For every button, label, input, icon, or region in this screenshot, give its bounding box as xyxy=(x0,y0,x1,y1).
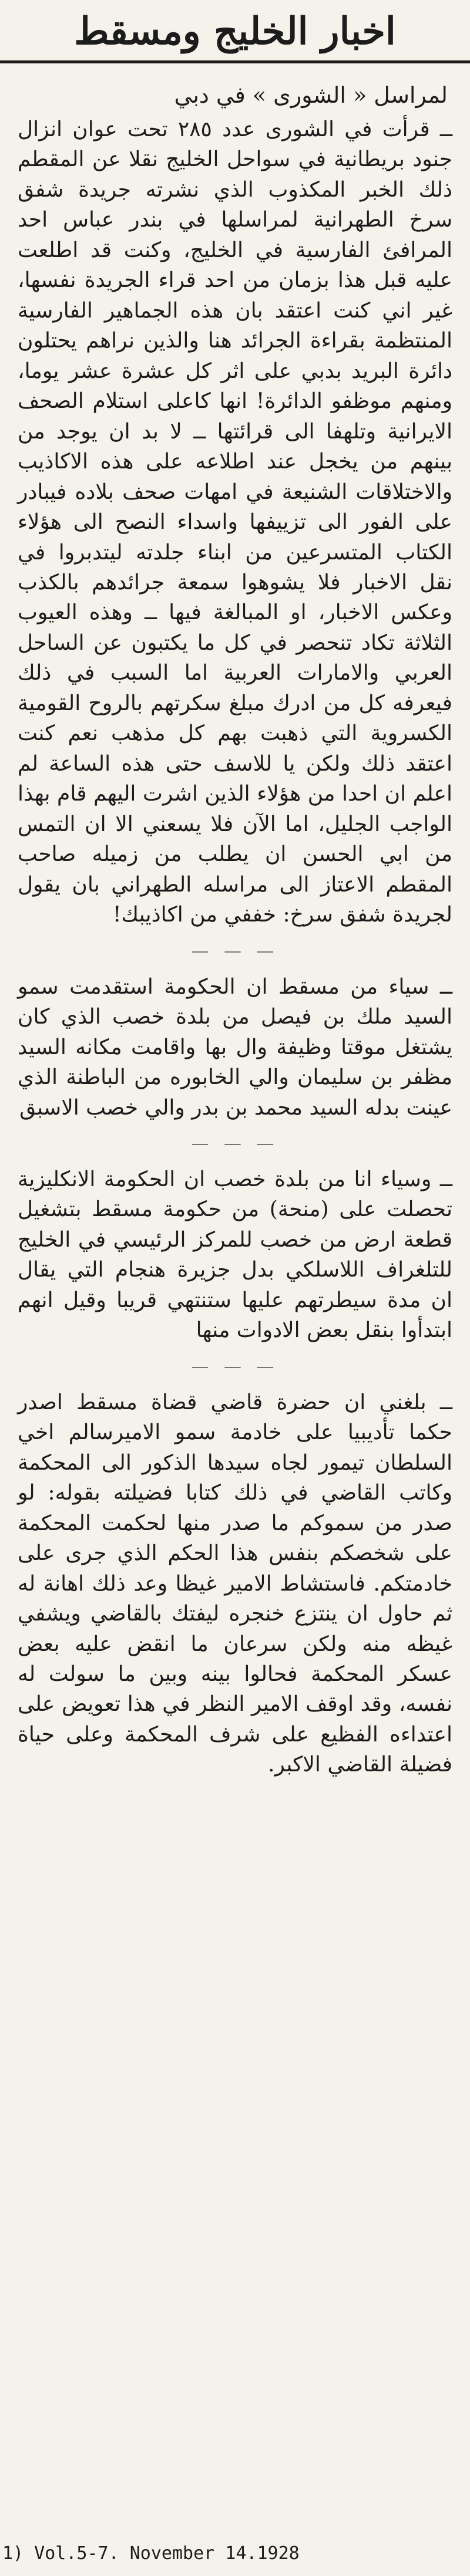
news-item-3: ــ وسياء انا من بلدة خصب ان الحكومة الانكليزية تحصلت على (منحة) من حكومة مسقط بتشغيل قطعة ارض من خصب للمركز الرئيسي في الخليج للتلغراف اللاسلكي بدل جزيرة هنجام التي يقال ان مدة سيطرتهم عليها ستنتهي قريبا وقيل انهم ابتدأوا بنقل بعض الادوات منها xyxy=(18,1167,452,1343)
item-separator: — — — xyxy=(191,940,279,961)
news-item-1: ــ قرأت في الشورى عدد ٢٨٥ تحت عوان انزال جنود بريطانية في سواحل الخليج نقلا عن المقطم ذلك الخبر المكذوب الذي نشرته جريدة شفق سرخ الطهرانية لمراسلها في بندر عباس احد المرافئ الفارسية في الخليج، وكنت قد اطلعت عليه قبل هذا بزمان من احد قراء الجريدة نفسها، غير اني كنت اعتقد بان هذه الجماهير الفارسية المنتظمة بقراءة الجرائد هنا والذين نراهم يحتلون دائرة البريد بدبي على اثر كل عشرة عشر يوما، ومنهم موظفو الدائرة! انها كاعلى استلام الصحف الايرانية وتلهفا الى قرائتها ــ لا بد ان يوجد من بينهم من يخجل عند اطلاعه على هذه الاكاذيب والاختلاقات الشنيعة في امهات صحف بلاده فيبادر على الفور الى تزييفها واسداء النصح الى هؤلاء الكتاب المتسرعين من ابناء جلدته ليتدبروا في نقل الاخبار فلا يشوهوا سمعة جرائدهم بالكذب وعكس الاخبار، او المبالغة فيها ــ وهذه العيوب الثلاثة تكاد تنحصر في كل ما يكتبون عن الساحل العربي والامارات العربية اما السبب في ذلك فيعرفه كل من ادرك مبلغ سكرتهم بالروح القومية الكسروية التي ذهبت بهم كل مذهب نعم كنت اعتقد ذلك ولكن يا للاسف حتى هذه الساعة لم اعلم ان احدا من هؤلاء الذين اشرت اليهم قام بهذا الواجب الجليل، اما الآن فلا يسعني الا ان التمس من ابي الحسن ان يطلب من زميله صاحب المقطم الاعتاز الى مراسله الطهراني بان يقول لجريدة شفق سرخ: خففي من اكاذيبك! xyxy=(18,117,452,927)
news-item-2: ــ سياء من مسقط ان الحكومة استقدمت سمو السيد ملك بن فيصل من بلدة خصب الذي كان يشتغل موقتا وظيفة وال بها واقامت مكانه السيد مظفر بن سليمان والي الخابوره من الباطنة الذي عينت بدله السيد محمد بن بدر والي خصب الاسبق xyxy=(18,974,452,1120)
issue-footer: 1) Vol.5-7. November 14.1928 xyxy=(2,2543,300,2564)
correspondent-byline: لمراسل « الشورى » في دبي xyxy=(174,82,448,108)
item-separator: — — — xyxy=(191,1356,279,1377)
news-body xyxy=(18,114,452,1780)
item-separator: — — — xyxy=(191,1133,279,1154)
title-rule xyxy=(0,60,470,63)
page-title: اخبار الخليج ومسقط xyxy=(74,9,396,53)
news-item-4: ــ بلغني ان حضرة قاضي قضاة مسقط اصدر حكما تأديبيا على خادمة سمو الاميرسالم اخي السلطان تيمور لجاه سيدها الذكور الى المحكمة وكاتب القاضي في ذلك كتابا فضيلته بقوله: لو صدر من سموكم ما صدر منها لحكمت المحكمة على شخصكم بنفس هذا الحكم الذي جرى على خادمتكم. فاستشاط الامير غيظا وعد ذلك اهانة له ثم حاول ان ينتزع خنجره ليفتك بالقاضي ويشفي غيظه منه ولكن سرعان ما انقض عليه بعض عسكر المحكمة فحالوا بينه وبين ما سولت له نفسه، وقد اوقف الامير النظر في هذا تعويض على اعتداءه الفظيع على شرف المحكمة وعلى حياة فضيلة القاضي الاكبر. xyxy=(18,1390,452,1777)
